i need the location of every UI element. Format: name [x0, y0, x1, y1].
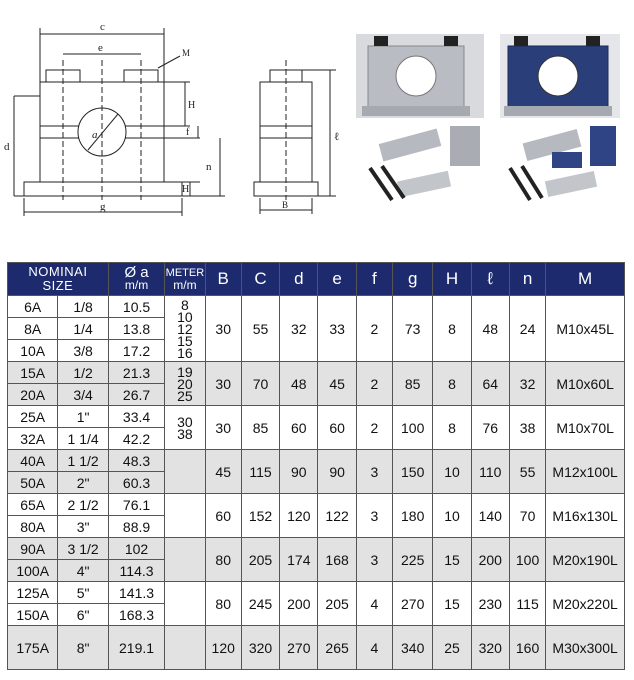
cell-B: 30	[205, 296, 241, 362]
cell-nominal-a: 8A	[8, 318, 58, 340]
cell-diameter: 88.9	[108, 516, 164, 538]
cell-nominal-inch: 3/8	[58, 340, 108, 362]
cell-n: 38	[509, 406, 545, 450]
cell-n: 100	[509, 538, 545, 582]
label-H-top: H	[188, 100, 196, 111]
cell-B: 30	[205, 406, 241, 450]
leader-M	[158, 56, 180, 68]
cell-g: 150	[393, 450, 433, 494]
label-B: B	[282, 200, 289, 210]
cell-g: 270	[393, 582, 433, 626]
cell-f: 3	[356, 450, 392, 494]
cell-l: 140	[471, 494, 509, 538]
label-d: d	[4, 141, 10, 153]
meter-value: 38	[177, 425, 193, 442]
cell-nominal-inch: 3/4	[58, 384, 108, 406]
cell-meter	[165, 494, 205, 538]
cell-diameter: 219.1	[108, 626, 164, 670]
cell-H: 10	[433, 494, 471, 538]
cell-H: 8	[433, 362, 471, 406]
cell-M: M30x300L	[546, 626, 625, 670]
cell-H: 8	[433, 296, 471, 362]
cell-meter	[165, 450, 205, 494]
cell-M: M12x100L	[546, 450, 625, 494]
cell-nominal-inch: 3 1/2	[58, 538, 108, 560]
photo-aluminum-parts	[356, 120, 484, 204]
cell-l: 48	[471, 296, 509, 362]
cell-g: 100	[393, 406, 433, 450]
cell-H: 15	[433, 538, 471, 582]
header-col-B: B	[205, 263, 241, 296]
label-g: g	[100, 201, 106, 213]
cell-C: 320	[241, 626, 279, 670]
header-diameter	[108, 263, 164, 296]
table-row	[8, 296, 625, 318]
cell-nominal-inch: 1 1/4	[58, 428, 108, 450]
cell-C: 70	[241, 362, 279, 406]
cell-nominal-inch: 4"	[58, 560, 108, 582]
header-diameter-unit: m/m	[124, 278, 149, 292]
meter-value: 16	[177, 344, 193, 361]
cell-M: M20x190L	[546, 538, 625, 582]
meter-value: 12	[177, 320, 193, 337]
table-row	[8, 406, 625, 428]
header-col-e: e	[318, 263, 356, 296]
table-header-row	[8, 263, 625, 296]
meter-value: 20	[177, 375, 193, 392]
cell-n: 32	[509, 362, 545, 406]
header-col-n: n	[509, 263, 545, 296]
meter-value: 10	[177, 308, 193, 325]
cell-nominal-inch: 8"	[58, 626, 108, 670]
cell-M: M16x130L	[546, 494, 625, 538]
cell-nominal-a: 80A	[8, 516, 58, 538]
label-f: f	[186, 127, 190, 138]
header-col-d: d	[280, 263, 318, 296]
cell-C: 55	[241, 296, 279, 362]
cell-f: 4	[356, 582, 392, 626]
cell-H: 15	[433, 582, 471, 626]
meter-value: 19	[177, 363, 193, 380]
cell-nominal-a: 125A	[8, 582, 58, 604]
cell-diameter: 168.3	[108, 604, 164, 626]
cell-nominal-a: 65A	[8, 494, 58, 516]
cell-d: 32	[280, 296, 318, 362]
header-nominal-size	[8, 263, 109, 296]
meter-value: 30	[177, 413, 193, 430]
cell-e: 90	[318, 450, 356, 494]
cell-f: 2	[356, 406, 392, 450]
label-e: e	[98, 42, 103, 54]
cell-M: M10x70L	[546, 406, 625, 450]
cell-nominal-inch: 1 1/2	[58, 450, 108, 472]
table-row	[8, 450, 625, 472]
cell-diameter: 17.2	[108, 340, 164, 362]
header-col-M: M	[546, 263, 625, 296]
cell-nominal-a: 50A	[8, 472, 58, 494]
cell-nominal-a: 20A	[8, 384, 58, 406]
cell-meter	[165, 538, 205, 582]
photo-blue-parts	[500, 120, 620, 204]
header-nominal-line2: SIZE	[42, 278, 74, 293]
cell-diameter: 141.3	[108, 582, 164, 604]
cell-nominal-inch: 1/8	[58, 296, 108, 318]
header-col-C: C	[241, 263, 279, 296]
table-row	[8, 538, 625, 560]
cell-meter	[165, 582, 205, 626]
cell-nominal-a: 40A	[8, 450, 58, 472]
cell-f: 2	[356, 296, 392, 362]
cell-g: 73	[393, 296, 433, 362]
cell-C: 152	[241, 494, 279, 538]
cell-diameter: 102	[108, 538, 164, 560]
cell-nominal-a: 32A	[8, 428, 58, 450]
cell-C: 115	[241, 450, 279, 494]
header-col-H: H	[433, 263, 471, 296]
cell-n: 55	[509, 450, 545, 494]
cell-meter	[165, 296, 205, 362]
cell-e: 205	[318, 582, 356, 626]
spec-table	[7, 262, 625, 670]
cell-f: 2	[356, 362, 392, 406]
cell-e: 122	[318, 494, 356, 538]
cell-C: 85	[241, 406, 279, 450]
cell-nominal-inch: 1"	[58, 406, 108, 428]
photo-aluminum-clamp	[356, 34, 484, 118]
cell-nominal-a: 90A	[8, 538, 58, 560]
cell-diameter: 13.8	[108, 318, 164, 340]
table-row	[8, 494, 625, 516]
cell-nominal-a: 100A	[8, 560, 58, 582]
cell-B: 80	[205, 538, 241, 582]
header-col-g: g	[393, 263, 433, 296]
cell-nominal-a: 150A	[8, 604, 58, 626]
cell-H: 10	[433, 450, 471, 494]
label-a: a	[92, 129, 98, 141]
cell-f: 4	[356, 626, 392, 670]
cell-B: 80	[205, 582, 241, 626]
cell-d: 60	[280, 406, 318, 450]
cell-B: 30	[205, 362, 241, 406]
label-c: c	[100, 21, 105, 33]
cell-e: 33	[318, 296, 356, 362]
cell-l: 200	[471, 538, 509, 582]
cell-l: 230	[471, 582, 509, 626]
label-n: n	[206, 161, 212, 173]
cell-diameter: 21.3	[108, 362, 164, 384]
cell-nominal-inch: 2"	[58, 472, 108, 494]
cell-diameter: 42.2	[108, 428, 164, 450]
technical-drawing	[0, 0, 634, 250]
cell-e: 265	[318, 626, 356, 670]
cell-C: 205	[241, 538, 279, 582]
cell-d: 48	[280, 362, 318, 406]
cell-diameter: 114.3	[108, 560, 164, 582]
cell-nominal-a: 6A	[8, 296, 58, 318]
cell-nominal-inch: 3"	[58, 516, 108, 538]
cell-meter	[165, 406, 205, 450]
cell-meter	[165, 362, 205, 406]
meter-value: 8	[181, 296, 189, 313]
cell-M: M10x60L	[546, 362, 625, 406]
cell-d: 270	[280, 626, 318, 670]
photo-blue-clamp	[500, 34, 620, 118]
cell-f: 3	[356, 494, 392, 538]
cell-H: 8	[433, 406, 471, 450]
cell-e: 60	[318, 406, 356, 450]
cell-diameter: 60.3	[108, 472, 164, 494]
cell-l: 110	[471, 450, 509, 494]
cell-nominal-inch: 6"	[58, 604, 108, 626]
cell-B: 120	[205, 626, 241, 670]
cell-g: 180	[393, 494, 433, 538]
header-meter-label: METER	[165, 267, 205, 279]
cell-diameter: 33.4	[108, 406, 164, 428]
cell-diameter: 76.1	[108, 494, 164, 516]
cell-e: 168	[318, 538, 356, 582]
cell-nominal-inch: 5"	[58, 582, 108, 604]
cell-d: 200	[280, 582, 318, 626]
cell-H: 25	[433, 626, 471, 670]
cell-l: 64	[471, 362, 509, 406]
label-l: ℓ	[334, 131, 340, 143]
cell-nominal-a: 10A	[8, 340, 58, 362]
cell-d: 174	[280, 538, 318, 582]
header-col-l: ℓ	[471, 263, 509, 296]
cell-d: 120	[280, 494, 318, 538]
meter-value: 25	[177, 387, 193, 404]
header-col-f: f	[356, 263, 392, 296]
cell-g: 340	[393, 626, 433, 670]
table-row	[8, 626, 625, 670]
cell-e: 45	[318, 362, 356, 406]
cell-nominal-a: 25A	[8, 406, 58, 428]
cell-l: 76	[471, 406, 509, 450]
cell-diameter: 48.3	[108, 450, 164, 472]
header-meter-unit: m/m	[173, 278, 197, 292]
cell-C: 245	[241, 582, 279, 626]
cell-M: M20x220L	[546, 582, 625, 626]
cell-g: 225	[393, 538, 433, 582]
cell-diameter: 26.7	[108, 384, 164, 406]
label-M: M	[182, 48, 191, 58]
cell-f: 3	[356, 538, 392, 582]
cell-nominal-inch: 2 1/2	[58, 494, 108, 516]
cell-nominal-inch: 1/2	[58, 362, 108, 384]
cell-n: 115	[509, 582, 545, 626]
cell-n: 160	[509, 626, 545, 670]
cell-nominal-inch: 1/4	[58, 318, 108, 340]
cell-meter	[165, 626, 205, 670]
cell-n: 70	[509, 494, 545, 538]
table-row	[8, 362, 625, 384]
header-diameter-symbol: Ø a	[124, 264, 149, 281]
cell-B: 45	[205, 450, 241, 494]
cell-l: 320	[471, 626, 509, 670]
label-H-bottom: H	[182, 184, 190, 195]
cell-d: 90	[280, 450, 318, 494]
header-nominal-line1: NOMINAI	[28, 264, 88, 279]
cell-nominal-a: 15A	[8, 362, 58, 384]
cell-g: 85	[393, 362, 433, 406]
base-plate	[24, 182, 182, 196]
cell-diameter: 10.5	[108, 296, 164, 318]
cell-n: 24	[509, 296, 545, 362]
header-meter	[165, 263, 205, 296]
cell-nominal-a: 175A	[8, 626, 58, 670]
meter-value: 15	[177, 332, 193, 349]
table-row	[8, 582, 625, 604]
cell-M: M10x45L	[546, 296, 625, 362]
table-body	[8, 296, 625, 670]
cell-B: 60	[205, 494, 241, 538]
